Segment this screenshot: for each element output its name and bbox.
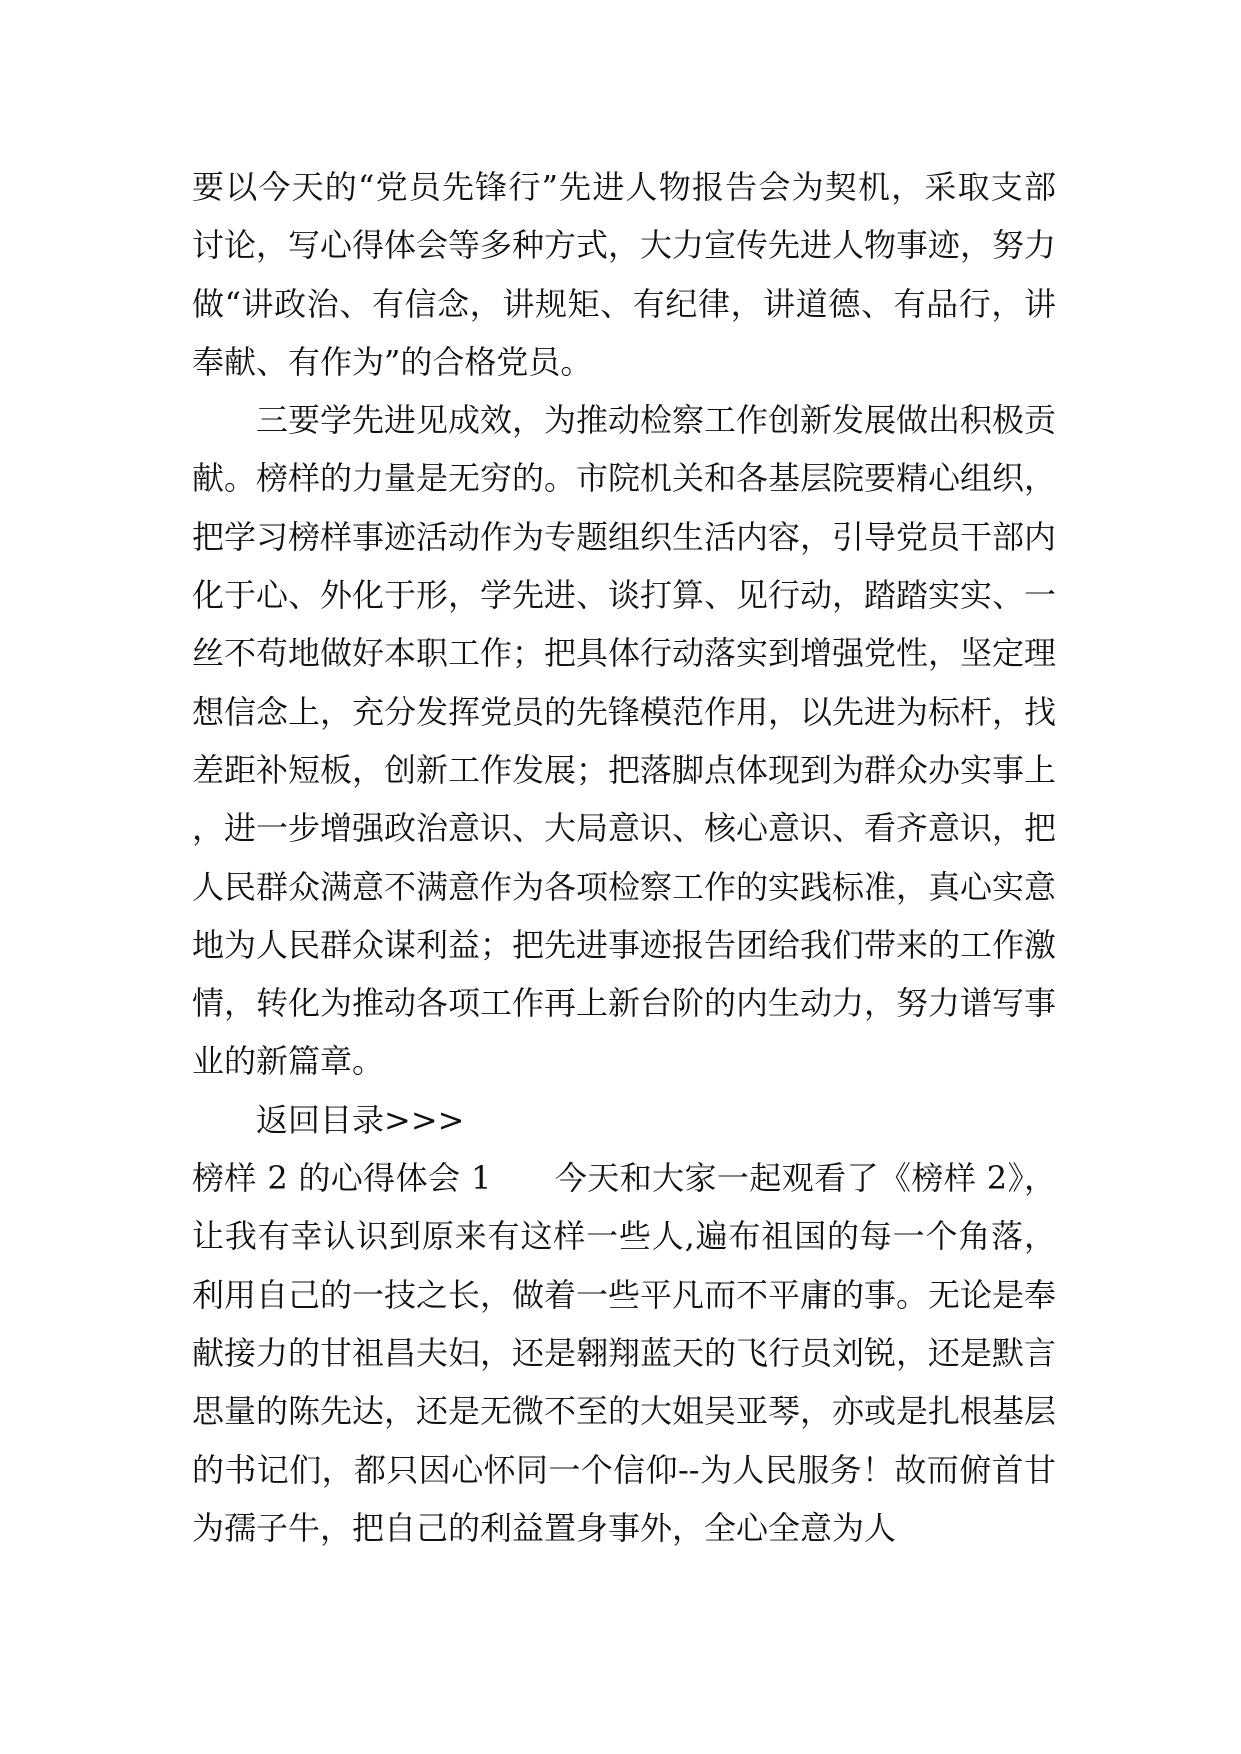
section-heading: 榜样 2 的心得体会 1: [192, 1159, 492, 1198]
paragraph-learn-from-advanced: 三要学先进见成效，为推动检察工作创新发展做出积极贡献。榜样的力量是无穷的。市院机关和各基层院要精心组织，把学习榜样事迹活动作为专题组织生活内容，引导党员干部内化于心、外化于形，学先进、谈打算、见行动，踏踏实实、一丝不苟地做好本职工作；把具体行动落实到增强党性，坚定理想信念上，充分发挥党员的先锋模范作用，以先进为标杆，找差距补短板，创新工作发展；把落脚点体现到为群众办实事上，进一步增强政治意识、大局意识、核心意识、看齐意识，把人民群众满意不满意作为各项检察工作的实践标准，真心实意地为人民群众谋利益；把先进事迹报告团给我们带来的工作激情，转化为推动各项工作再上新台阶的内生动力，努力谱写事业的新篇章。: [192, 401, 1057, 1081]
document-body: [192, 158, 1056, 1557]
back-to-toc-link[interactable]: 返回目录>>>: [256, 1100, 465, 1139]
paragraph-party-pioneer: 要以今天的“党员先锋行”先进人物报告会为契机，采取支部讨论，写心得体会等多种方式，大力宣传先进人物事迹，努力做“讲政治、有信念，讲规矩、有纪律，讲道德、有品行，讲奉献、有作为”的合格党员。: [192, 168, 1057, 381]
back-to-toc-line: [192, 1091, 1056, 1149]
section-paragraph: [192, 1149, 1056, 1557]
section-text: 今天和大家一起观看了《榜样 2》，让我有幸认识到原来有这样一些人,遍布祖国的每一个角落，利用自己的一技之长，做着一些平凡而不平庸的事。无论是奉献接力的甘祖昌夫妇，还是翱翔蓝天的飞行员刘锐，还是默言思量的陈先达，还是无微不至的大姐吴亚琴，亦或是扎根基层的书记们，都只因心怀同一个信仰--为人民服务！故而俯首甘为孺子牛，把自己的利益置身事外，全心全意为人: [192, 1159, 1057, 1547]
section-heading-spacer: [491, 1159, 555, 1197]
